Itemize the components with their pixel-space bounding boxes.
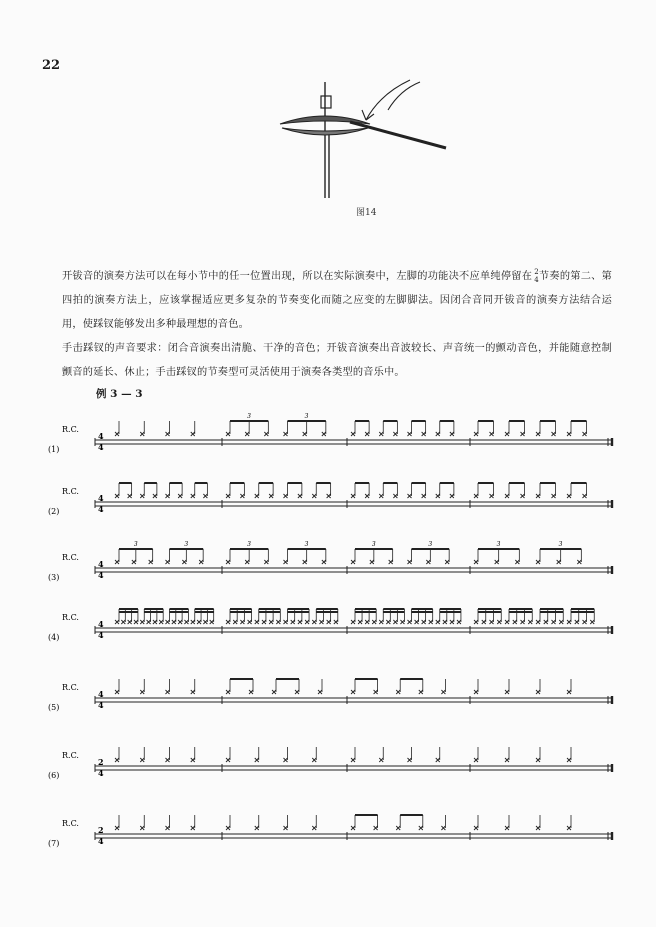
x-notehead xyxy=(567,432,571,436)
figure-caption: 图14 xyxy=(356,208,377,218)
time-signature-top: 4 xyxy=(98,619,104,629)
staff-system xyxy=(48,747,612,780)
x-notehead xyxy=(370,560,374,564)
x-notehead xyxy=(544,620,548,624)
x-notehead xyxy=(128,494,132,498)
x-notehead xyxy=(172,620,176,624)
x-notehead xyxy=(450,494,454,498)
triplet-mark: 3 xyxy=(247,413,251,420)
x-notehead xyxy=(240,494,244,498)
x-notehead xyxy=(441,826,445,830)
x-notehead xyxy=(115,758,119,762)
x-notehead xyxy=(269,494,273,498)
x-notehead xyxy=(298,620,302,624)
x-notehead xyxy=(319,620,323,624)
triplet-mark: 3 xyxy=(304,413,309,420)
x-notehead xyxy=(166,620,170,624)
x-notehead xyxy=(567,758,571,762)
x-notehead xyxy=(166,494,170,498)
x-notehead xyxy=(583,494,587,498)
x-notehead xyxy=(284,560,288,564)
x-notehead xyxy=(419,690,423,694)
staff-system xyxy=(48,679,612,712)
staff-system xyxy=(48,815,612,848)
x-notehead xyxy=(515,560,519,564)
x-notehead xyxy=(474,758,478,762)
x-notehead xyxy=(140,620,144,624)
triplet-mark: 3 xyxy=(496,541,501,548)
x-notehead xyxy=(536,758,540,762)
time-signature-bottom: 4 xyxy=(98,768,104,778)
x-notehead xyxy=(305,620,309,624)
x-notehead xyxy=(276,620,280,624)
time-signature-bottom: 4 xyxy=(98,630,104,640)
x-notehead xyxy=(374,826,378,830)
triplet-mark: 3 xyxy=(428,541,433,548)
x-notehead xyxy=(393,620,397,624)
x-notehead xyxy=(199,560,203,564)
x-notehead xyxy=(396,690,400,694)
x-notehead xyxy=(351,494,355,498)
x-notehead xyxy=(327,620,331,624)
x-notehead xyxy=(429,620,433,624)
x-notehead xyxy=(365,432,369,436)
page-number: 22 xyxy=(42,58,61,73)
x-notehead xyxy=(389,560,393,564)
x-notehead xyxy=(327,494,331,498)
x-notehead xyxy=(441,690,445,694)
x-notehead xyxy=(365,620,369,624)
x-notehead xyxy=(351,560,355,564)
x-notehead xyxy=(505,690,509,694)
x-notehead xyxy=(358,620,362,624)
x-notehead xyxy=(233,620,237,624)
time-signature-top: 2 xyxy=(98,825,104,835)
system-number: (2) xyxy=(48,507,60,516)
x-notehead xyxy=(408,432,412,436)
x-notehead xyxy=(490,432,494,436)
x-notehead xyxy=(351,620,355,624)
x-notehead xyxy=(482,620,486,624)
x-notehead xyxy=(226,494,230,498)
x-notehead xyxy=(115,690,119,694)
x-notehead xyxy=(134,620,138,624)
x-notehead xyxy=(115,826,119,830)
x-notehead xyxy=(408,758,412,762)
x-notehead xyxy=(245,560,249,564)
x-notehead xyxy=(191,758,195,762)
x-notehead xyxy=(557,560,561,564)
x-notehead xyxy=(505,432,509,436)
x-notehead xyxy=(248,620,252,624)
x-notehead xyxy=(567,826,571,830)
x-notehead xyxy=(166,690,170,694)
x-notehead xyxy=(272,690,276,694)
system-number: (7) xyxy=(48,839,60,848)
x-notehead xyxy=(379,494,383,498)
x-notehead xyxy=(140,432,144,436)
x-notehead xyxy=(140,494,144,498)
x-notehead xyxy=(182,560,186,564)
x-notehead xyxy=(379,432,383,436)
x-notehead xyxy=(191,690,195,694)
x-notehead xyxy=(191,826,195,830)
x-notehead xyxy=(490,620,494,624)
x-notehead xyxy=(226,758,230,762)
x-notehead xyxy=(351,758,355,762)
x-notehead xyxy=(153,494,157,498)
triplet-mark: 3 xyxy=(184,541,189,548)
triplet-mark: 3 xyxy=(247,541,251,548)
staff-system xyxy=(48,541,612,582)
x-notehead xyxy=(419,826,423,830)
x-notehead xyxy=(295,690,299,694)
x-notehead xyxy=(372,620,376,624)
x-notehead xyxy=(312,758,316,762)
x-notehead xyxy=(408,560,412,564)
x-notehead xyxy=(264,432,268,436)
x-notehead xyxy=(249,690,253,694)
time-signature-top: 4 xyxy=(98,431,104,441)
x-notehead xyxy=(284,620,288,624)
system-number: (5) xyxy=(48,703,60,712)
x-notehead xyxy=(166,758,170,762)
x-notehead xyxy=(559,620,563,624)
x-notehead xyxy=(184,620,188,624)
x-notehead xyxy=(291,620,295,624)
instrument-label: R.C. xyxy=(62,425,79,434)
x-notehead xyxy=(379,620,383,624)
x-notehead xyxy=(153,620,157,624)
x-notehead xyxy=(552,432,556,436)
x-notehead xyxy=(115,620,119,624)
x-notehead xyxy=(178,620,182,624)
x-notehead xyxy=(505,826,509,830)
example-label: 例 3 — 3 xyxy=(96,388,143,400)
system-number: (3) xyxy=(48,573,60,582)
x-notehead xyxy=(590,620,594,624)
x-notehead xyxy=(245,432,249,436)
x-notehead xyxy=(443,620,447,624)
x-notehead xyxy=(365,494,369,498)
x-notehead xyxy=(567,620,571,624)
x-notehead xyxy=(255,758,259,762)
instrument-label: R.C. xyxy=(62,487,79,496)
x-notehead xyxy=(536,620,540,624)
x-notehead xyxy=(262,620,266,624)
staff-system xyxy=(48,609,612,642)
x-notehead xyxy=(140,826,144,830)
paragraph-1-main: 开钹音的演奏方法可以在每小节中的任一位置出现，所以在实际演奏中，左脚的功能决不应单纯停留在 xyxy=(62,271,533,282)
x-notehead xyxy=(298,494,302,498)
instrument-label: R.C. xyxy=(62,553,79,562)
x-notehead xyxy=(408,620,412,624)
x-notehead xyxy=(203,494,207,498)
x-notehead xyxy=(436,432,440,436)
x-notehead xyxy=(575,620,579,624)
x-notehead xyxy=(521,620,525,624)
x-notehead xyxy=(408,494,412,498)
system-number: (4) xyxy=(48,633,60,642)
x-notehead xyxy=(312,826,316,830)
x-notehead xyxy=(422,494,426,498)
x-notehead xyxy=(115,432,119,436)
x-notehead xyxy=(583,620,587,624)
x-notehead xyxy=(536,432,540,436)
x-notehead xyxy=(322,560,326,564)
x-notehead xyxy=(379,758,383,762)
x-notehead xyxy=(269,620,273,624)
x-notehead xyxy=(474,432,478,436)
x-notehead xyxy=(536,690,540,694)
time-signature-bottom: 4 xyxy=(98,504,104,514)
x-notehead xyxy=(303,560,307,564)
x-notehead xyxy=(521,432,525,436)
x-notehead xyxy=(284,758,288,762)
x-notehead xyxy=(436,758,440,762)
staff-system xyxy=(48,413,612,454)
x-notehead xyxy=(505,620,509,624)
time-signature-bottom: 4 xyxy=(98,836,104,846)
staff-system xyxy=(48,483,612,516)
x-notehead xyxy=(255,826,259,830)
x-notehead xyxy=(583,432,587,436)
x-notehead xyxy=(351,826,355,830)
time-signature-top: 4 xyxy=(98,559,104,569)
x-notehead xyxy=(490,494,494,498)
x-notehead xyxy=(436,494,440,498)
x-notehead xyxy=(240,620,244,624)
time-signature-bottom: 4 xyxy=(98,570,104,580)
x-notehead xyxy=(567,494,571,498)
time-signature-top: 2 xyxy=(98,757,104,767)
x-notehead xyxy=(396,826,400,830)
x-notehead xyxy=(115,494,119,498)
instrument-label: R.C. xyxy=(62,613,79,622)
x-notehead xyxy=(121,620,125,624)
instrument-label: R.C. xyxy=(62,819,79,828)
x-notehead xyxy=(147,620,151,624)
x-notehead xyxy=(284,494,288,498)
x-notehead xyxy=(400,620,404,624)
x-notehead xyxy=(536,560,540,564)
x-notehead xyxy=(505,758,509,762)
system-number: (1) xyxy=(48,445,60,454)
inline-time-signature: 2 4 xyxy=(534,268,539,284)
x-notehead xyxy=(422,432,426,436)
x-notehead xyxy=(450,432,454,436)
triplet-mark: 3 xyxy=(304,541,309,548)
x-notehead xyxy=(528,620,532,624)
x-notehead xyxy=(166,432,170,436)
triplet-mark: 3 xyxy=(133,541,138,548)
x-notehead xyxy=(334,620,338,624)
x-notehead xyxy=(128,620,132,624)
instrument-label: R.C. xyxy=(62,683,79,692)
x-notehead xyxy=(303,432,307,436)
x-notehead xyxy=(159,620,163,624)
x-notehead xyxy=(457,620,461,624)
x-notehead xyxy=(191,620,195,624)
x-notehead xyxy=(351,690,355,694)
x-notehead xyxy=(226,432,230,436)
x-notehead xyxy=(318,690,322,694)
x-notehead xyxy=(422,620,426,624)
x-notehead xyxy=(513,620,517,624)
x-notehead xyxy=(226,620,230,624)
x-notehead xyxy=(474,826,478,830)
x-notehead xyxy=(166,560,170,564)
x-notehead xyxy=(426,560,430,564)
x-notehead xyxy=(495,560,499,564)
paragraph-1-tail: 节奏的第二、第四拍的演奏方法上，应该掌握适应更多复杂的节奏变化而随之应变的左脚脚法。因闭合音同开钹音的演奏方法结合运用，使踩钗能够发出多种最理想的音色。 xyxy=(62,271,613,330)
x-notehead xyxy=(474,620,478,624)
x-notehead xyxy=(415,620,419,624)
x-notehead xyxy=(436,620,440,624)
x-notehead xyxy=(536,826,540,830)
x-notehead xyxy=(149,560,153,564)
x-notehead xyxy=(521,494,525,498)
x-notehead xyxy=(226,826,230,830)
x-notehead xyxy=(140,758,144,762)
x-notehead xyxy=(567,690,571,694)
x-notehead xyxy=(393,494,397,498)
time-signature-bottom: 4 xyxy=(98,700,104,710)
x-notehead xyxy=(312,620,316,624)
x-notehead xyxy=(284,432,288,436)
x-notehead xyxy=(474,494,478,498)
triplet-mark: 3 xyxy=(558,541,563,548)
time-signature-top: 4 xyxy=(98,689,104,699)
x-notehead xyxy=(132,560,136,564)
x-notehead xyxy=(255,494,259,498)
x-notehead xyxy=(115,560,119,564)
x-notehead xyxy=(166,826,170,830)
x-notehead xyxy=(536,494,540,498)
x-notehead xyxy=(255,620,259,624)
x-notehead xyxy=(552,620,556,624)
x-notehead xyxy=(226,560,230,564)
x-notehead xyxy=(351,432,355,436)
time-signature-top: 4 xyxy=(98,493,104,503)
x-notehead xyxy=(450,620,454,624)
x-notehead xyxy=(312,494,316,498)
x-notehead xyxy=(497,620,501,624)
time-signature-bottom: 4 xyxy=(98,442,104,452)
x-notehead xyxy=(474,690,478,694)
x-notehead xyxy=(203,620,207,624)
x-notehead xyxy=(322,432,326,436)
paragraph-2: 手击踩钗的声音要求：闭合音演奏出清脆、干净的音色；开钹音演奏出音波较长、声音统一的颤动音色，并能随意控制颤音的延长、休止；手击踩钗的节奏型可灵活使用于演奏各类型的音乐中。 xyxy=(62,343,612,378)
x-notehead xyxy=(374,690,378,694)
system-number: (6) xyxy=(48,771,60,780)
x-notehead xyxy=(210,620,214,624)
x-notehead xyxy=(191,432,195,436)
x-notehead xyxy=(226,690,230,694)
x-notehead xyxy=(474,560,478,564)
x-notehead xyxy=(577,560,581,564)
x-notehead xyxy=(284,826,288,830)
instrument-label: R.C. xyxy=(62,751,79,760)
x-notehead xyxy=(386,620,390,624)
x-notehead xyxy=(197,620,201,624)
x-notehead xyxy=(505,494,509,498)
x-notehead xyxy=(552,494,556,498)
x-notehead xyxy=(178,494,182,498)
x-notehead xyxy=(445,560,449,564)
x-notehead xyxy=(393,432,397,436)
x-notehead xyxy=(191,494,195,498)
x-notehead xyxy=(264,560,268,564)
x-notehead xyxy=(140,690,144,694)
triplet-mark: 3 xyxy=(371,541,376,548)
